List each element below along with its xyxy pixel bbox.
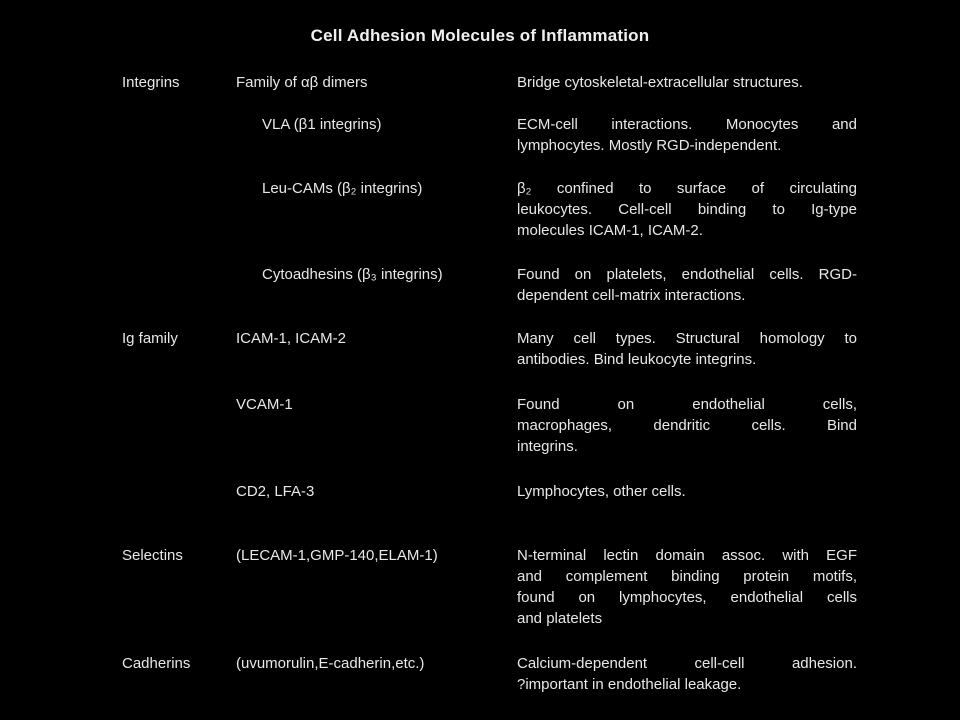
molecule-label: VLA (β1 integrins) — [262, 116, 382, 133]
description-line: ?important in endothelial leakage. — [517, 676, 742, 693]
category-label: Ig family — [122, 330, 178, 347]
description-line: lymphocytes. Mostly RGD-independent. — [517, 137, 782, 154]
description-line: N-terminal lectin domain assoc. with EGF — [517, 547, 857, 564]
description-line: Found on endothelial cells, — [517, 396, 857, 413]
molecule-label: Family of αβ dimers — [236, 74, 368, 91]
description-line: ECM-cell interactions. Monocytes and — [517, 116, 857, 133]
molecule-label: ICAM-1, ICAM-2 — [236, 330, 347, 347]
molecule-label: (LECAM-1,GMP-140,ELAM-1) — [236, 547, 438, 564]
description-line: leukocytes. Cell-cell binding to Ig-type — [517, 201, 857, 218]
description-line: Many cell types. Structural homology to — [517, 330, 857, 347]
category-label: Integrins — [122, 74, 180, 91]
description — [517, 545, 857, 629]
description-line: and complement binding protein motifs, — [517, 568, 857, 585]
description-line: dependent cell-matrix interactions. — [517, 287, 746, 304]
description — [517, 264, 857, 306]
molecule-label: Cytoadhesins (β₃ integrins) — [262, 266, 443, 283]
description — [517, 328, 857, 370]
description — [517, 178, 857, 241]
description-line: molecules ICAM-1, ICAM-2. — [517, 222, 703, 239]
slide-title: Cell Adhesion Molecules of Inflammation — [310, 26, 650, 45]
description-line: Calcium-dependent cell-cell adhesion. — [517, 655, 857, 672]
molecule-label: Leu-CAMs (β₂ integrins) — [262, 180, 423, 197]
description-line: Bridge cytoskeletal-extracellular structures. — [517, 74, 803, 91]
molecule-label: (uvumorulin,E-cadherin,etc.) — [236, 655, 425, 672]
molecule-label: VCAM-1 — [236, 396, 293, 413]
category-label: Cadherins — [122, 655, 191, 672]
category-label: Selectins — [122, 547, 183, 564]
description-line: antibodies. Bind leukocyte integrins. — [517, 351, 757, 368]
molecule-label: CD2, LFA-3 — [236, 483, 315, 500]
description-line: macrophages, dendritic cells. Bind — [517, 417, 857, 434]
description — [517, 653, 857, 695]
description-line: integrins. — [517, 438, 578, 455]
description — [517, 394, 857, 457]
description — [517, 72, 857, 93]
description-line: Found on platelets, endothelial cells. RGD- — [517, 266, 857, 283]
description — [517, 481, 857, 502]
description — [517, 114, 857, 156]
description-line: found on lymphocytes, endothelial cells — [517, 589, 857, 606]
description-line: Lymphocytes, other cells. — [517, 483, 686, 500]
description-line: and platelets — [517, 610, 603, 627]
description-line: β₂ confined to surface of circulating — [517, 180, 857, 197]
